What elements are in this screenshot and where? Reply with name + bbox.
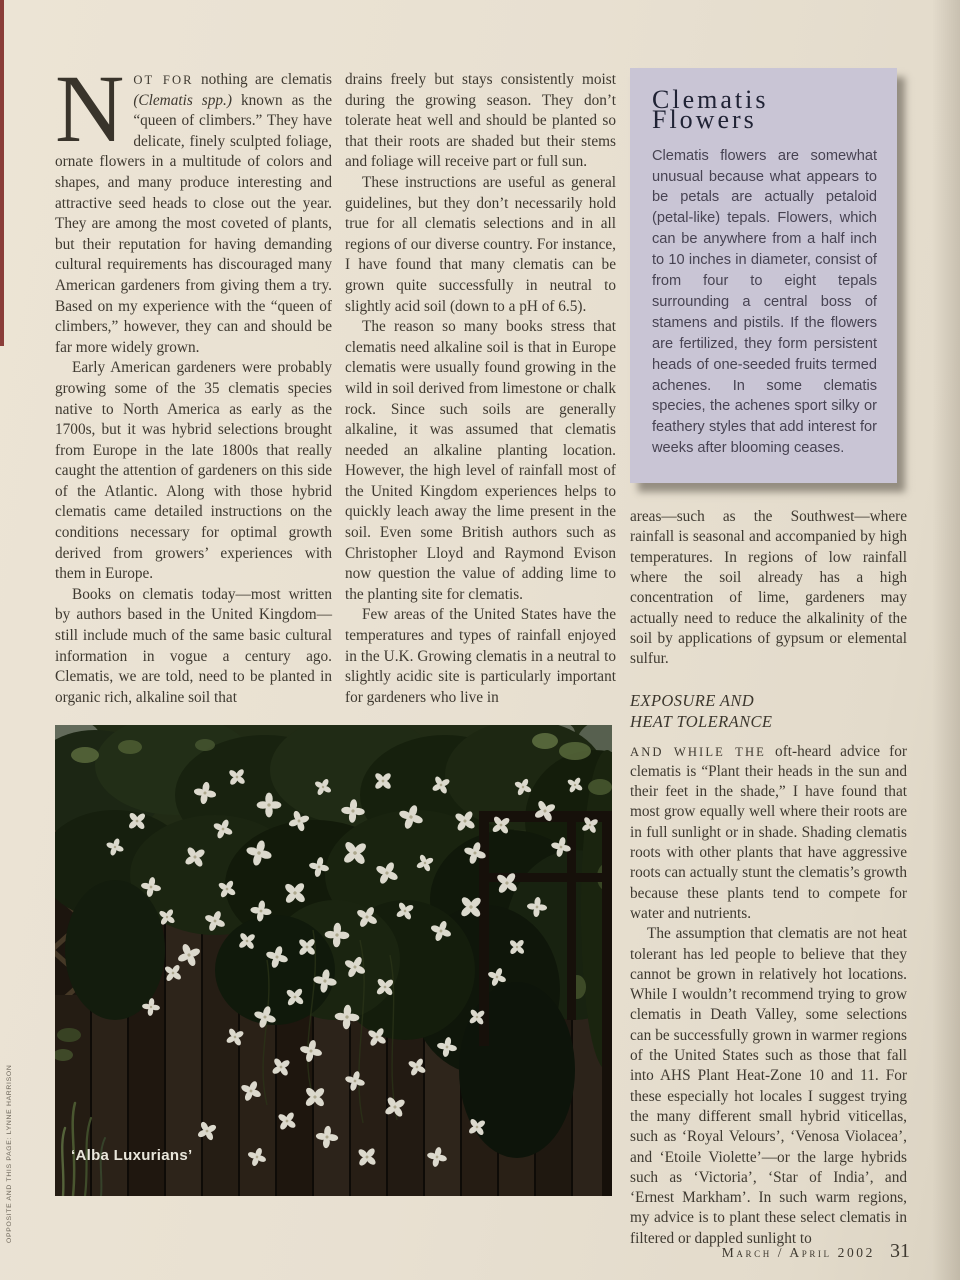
paragraph: areas—such as the Southwest—where rainfall is seasonal and accompanied by high temperatures. In regions of low rainfall where the soil already has a high concentration of lime, gardeners may actually need to reduce the alkalinity of the soil by applications of gypsum or elemental sulfur. bbox=[630, 508, 907, 668]
sidebar-title: Clematis Flowers bbox=[652, 85, 769, 135]
paragraph: Early American gardeners were probably growing some of the 35 clematis species native to North America as early as the 1700s, but it was hybrid selections brought from Europe in the late 1800s that really caught the attention of gardeners on this side of the Atlantic. Along with those hybrid clematis came detailed instructions on the conditions necessary for optimal growth derived from growers’ experiences with them in Europe. bbox=[55, 359, 332, 583]
small-caps-lead: AND WHILE THE bbox=[630, 744, 766, 759]
paragraph: Few areas of the United States have the temperatures and types of rainfall enjoyed in the U.K. Growing clematis in a neutral to slightly acidic site is particularly important for gardeners who live in bbox=[345, 606, 616, 706]
paragraph-text: oft-heard advice for clematis is “Plant their heads in the sun and their feet in the shade,” I have found that most grow equally well where their roots are in full sunlight or in shade. Shading clematis roots with other plants that have aggressive roots can actually stunt the clematis’s growth because these plants tend to compete for water and nutrients. bbox=[630, 742, 907, 922]
paragraph: Books on clematis today—most written by authors based in the United Kingdom—still include much of the same basic cultural information in vogue a century ago. Clematis, we are told, need to be planted in organic rich, alkaline soil that bbox=[55, 585, 332, 706]
clematis-photo bbox=[55, 725, 612, 1196]
article-column-2 bbox=[345, 70, 616, 708]
photo-credit-vertical: OPPOSITE AND THIS PAGE: LYNNE HARRISON bbox=[6, 1064, 13, 1243]
paragraph: These instructions are useful as general guidelines, but they don’t necessarily hold true for all clematis selections and in all regions of our diverse country. For instance, I have found that many clematis can be grown quite successfully in neutral to slightly acid soil (down to a pH of 6.5). bbox=[345, 173, 616, 315]
paragraph: drains freely but stays consistently moist during the growing season. They don’t tolerate heat well and should be planted so that their roots are shaded but their stems and foliage will receive part or full sun. bbox=[345, 71, 616, 171]
section-heading-line1: EXPOSURE AND bbox=[630, 690, 755, 710]
sidebar-body: Clematis flowers are somewhat unusual because what appears to be petals are actually petaloid (petal-like) tepals. Flowers, which can be anywhere from a half inch to 10 inches in diameter, consist of from four to eight tepals surrounding a central boss of stamens and pistils. If the flowers are fertilized, they form persistent heads of one-seeded fruits termed achenes. In some clematis species, the achenes sport silky or feathery styles that add interest for weeks after blooming ceases. bbox=[652, 147, 877, 457]
red-accent-bar bbox=[0, 0, 4, 346]
drop-cap: N bbox=[55, 55, 125, 162]
latin-name: (Clematis spp.) bbox=[133, 91, 232, 109]
paragraph: The assumption that clematis are not heat tolerant has led people to believe that they cannot be grown in relatively hot locations. While I wouldn’t recommend trying to grow clematis in Death Valley, some selections can be successfully grown in warmer regions of the United States such as those that fall into AHS Plant Heat-Zone 10 and 11. For these especially hot locales I suggest trying the many different small hybrid viticellas, such as ‘Royal Velours’, ‘Venosa Violacea’, and ‘Etoile Violette’—or the large hybrids such as ‘Victoria’, ‘Star of India’, and ‘Ernest Markham’. In such warm regions, my advice is to plant these select clematis in filtered or dappled sunlight to bbox=[630, 925, 907, 1247]
paragraph: The reason so many books stress that clematis need alkaline soil is that in Europe clematis were usually found growing in the wild in soil derived from limestone or chalk rock. Since such soils are generally alkaline, it was assumed that clematis needed an alkaline planting location. However, the high level of rainfall most of the United Kingdom experiences helps to quickly leach away the lime present in the soil. Even some British authors such as Christopher Lloyd and Raymond Evison now question the value of adding lime to the planting site for clematis. bbox=[345, 318, 616, 603]
article-column-3 bbox=[630, 68, 907, 1249]
lead-text-continued: known as the “queen of climbers.” They have delicate, finely sculpted foliage, ornate flowers in a multitude of colors and shapes, and many produce interesting and attractive seed heads to close out the year. They are among the most coveted of plants, but their reputation for having demanding cultural requirements has discouraged many American gardeners from giving them a try. Based on my experience with the “queen of climbers,” however, they can and should be far more widely grown. bbox=[55, 91, 332, 356]
lead-paragraph bbox=[55, 55, 332, 358]
issue-date: March / April 2002 bbox=[721, 1245, 875, 1260]
page-footer bbox=[722, 1240, 910, 1263]
article-column-1 bbox=[55, 55, 332, 708]
photo-caption: ‘Alba Luxurians’ bbox=[71, 1147, 193, 1164]
sidebar-box bbox=[630, 68, 897, 483]
paragraph bbox=[630, 742, 907, 925]
small-caps-lead: OT FOR bbox=[133, 73, 194, 87]
section-heading-line2: HEAT TOLERANCE bbox=[630, 711, 773, 731]
page-number: 31 bbox=[890, 1240, 910, 1262]
clematis-photo-illustration bbox=[55, 725, 612, 1196]
section-heading bbox=[630, 690, 907, 732]
lead-text: nothing are clematis bbox=[193, 71, 332, 88]
